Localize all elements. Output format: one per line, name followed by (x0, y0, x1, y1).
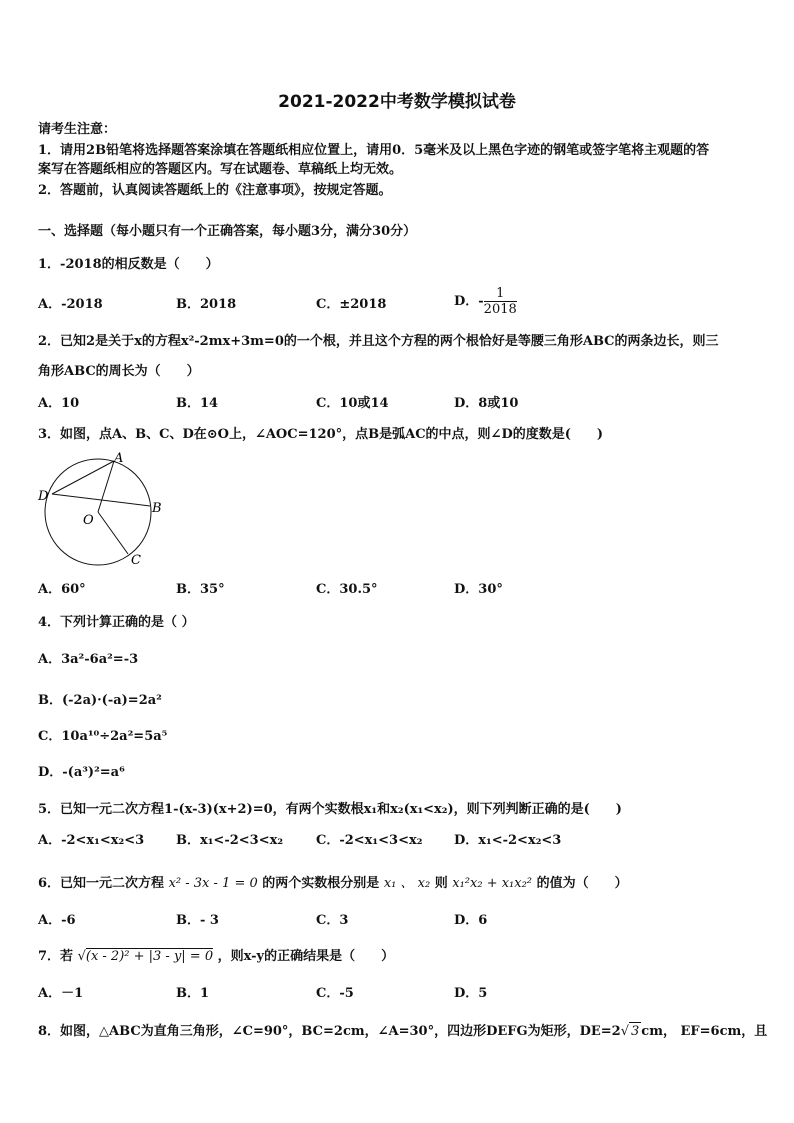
q5-stem: 5．已知一元二次方程1-(x-3)(x+2)=0，有两个实数根x₁和x₂(x₁<x₂)，则下列判断正确的是( ) (38, 802, 622, 817)
q6-option-b: B．- 3 (176, 913, 219, 928)
chord-db (52, 494, 150, 506)
q4-stem: 4．下列计算正确的是（ ） (38, 615, 195, 630)
label-c: C (131, 553, 141, 568)
q5-option-d: D．x₁<-2<x₂<3 (454, 833, 562, 848)
q2-option-d: D．8或10 (454, 396, 519, 411)
section-heading: 一、选择题（每小题只有一个正确答案，每小题3分，满分30分） (38, 224, 417, 239)
q8-stem: 8．如图，△ABC为直角三角形，∠C=90°，BC=2cm，∠A=30°，四边形DEFG为矩形，DE=2√ 3 cm， EF=6cm，且 (38, 1024, 768, 1039)
q1-option-b: B．2018 (176, 297, 237, 312)
q3-circle-figure (34, 450, 174, 574)
q4-option-a: A．3a²-6a²=-3 (38, 652, 139, 667)
q7-expression: (x - 2)² + |3 - y| = 0 (85, 949, 214, 964)
q4-option-d: D．-(a³)²=a⁶ (38, 765, 125, 780)
q2-option-a: A．10 (38, 396, 80, 411)
q6-option-d: D．6 (454, 913, 488, 928)
q5-option-c: C．-2<x₁<3<x₂ (316, 833, 423, 848)
q7-option-d: D．5 (454, 986, 488, 1001)
notice-heading: 请考生注意： (38, 122, 117, 137)
label-d: D (38, 489, 49, 504)
q7-option-c: C．-5 (316, 986, 354, 1001)
q6-equation: x² - 3x - 1 = 0 (168, 876, 258, 891)
q6-stem: 6．已知一元二次方程 x² - 3x - 1 = 0 的两个实数根分别是 x₁ 、 x₂ 则 x₁²x₂ + x₁x₂² 的值为（ ） (38, 876, 628, 891)
notice-item-1: 1．请用2B铅笔将选择题答案涂填在答题纸相应位置上，请用0．5毫米及以上黑色字迹的钢笔或签字笔将主观题的答 (38, 143, 710, 158)
q6-option-a: A．-6 (38, 913, 76, 928)
label-o: O (83, 513, 94, 528)
q6-expression: x₁²x₂ + x₁x₂² (452, 876, 533, 891)
q3-option-a: A．60° (38, 582, 86, 597)
q3-option-c: C．30.5° (316, 582, 378, 597)
q3-stem: 3．如图，点A、B、C、D在⊙O上，∠AOC=120°，点B是弧AC的中点，则∠D的度数是( ) (38, 427, 604, 442)
q1-option-a: A．-2018 (38, 297, 103, 312)
page-title: 2021-2022中考数学模拟试卷 (278, 92, 516, 112)
q4-option-c: C．10a¹⁰÷2a²=5a⁵ (38, 729, 168, 744)
q1-option-d: D．- $\frac{1}{2018}$ (454, 286, 517, 317)
q2-stem-line2: 角形ABC的周长为（ ） (38, 364, 200, 379)
q7-option-a: A．－1 (38, 986, 84, 1001)
q6-option-c: C．3 (316, 913, 349, 928)
notice-item-2: 2．答题前，认真阅读答题纸上的《注意事项》，按规定答题。 (38, 183, 392, 198)
q2-option-c: C．10或14 (316, 396, 389, 411)
q5-option-a: A．-2<x₁<x₂<3 (38, 833, 145, 848)
label-b: B (152, 501, 162, 516)
q3-option-b: B．35° (176, 582, 225, 597)
q4-option-b: B．(-2a)·(-a)=2a² (38, 693, 162, 708)
q1-option-c: C．±2018 (316, 297, 387, 312)
q5-option-b: B．x₁<-2<3<x₂ (176, 833, 284, 848)
q2-option-b: B．14 (176, 396, 219, 411)
radius-oc (98, 512, 128, 554)
q3-option-d: D．30° (454, 582, 503, 597)
fraction: $\frac{1}{2018}$ (483, 286, 517, 317)
q2-stem-line1: 2．已知2是关于x的方程x²-2mx+3m=0的一个根，并且这个方程的两个根恰好是等腰三角形ABC的两条边长，则三 (38, 334, 719, 349)
q7-option-b: B．1 (176, 986, 210, 1001)
q8-sqrt: 3 (631, 1024, 640, 1039)
q7-stem: 7．若 √(x - 2)² + |3 - y| = 0 ，则x-y的正确结果是（ ） (38, 949, 395, 964)
q6-roots: x₁ 、 x₂ (383, 876, 431, 891)
label-a: A (114, 451, 124, 466)
notice-item-1-cont: 案写在答题纸相应的答题区内。写在试题卷、草稿纸上均无效。 (38, 162, 403, 177)
q1-stem: 1．-2018的相反数是（ ） (38, 257, 219, 272)
